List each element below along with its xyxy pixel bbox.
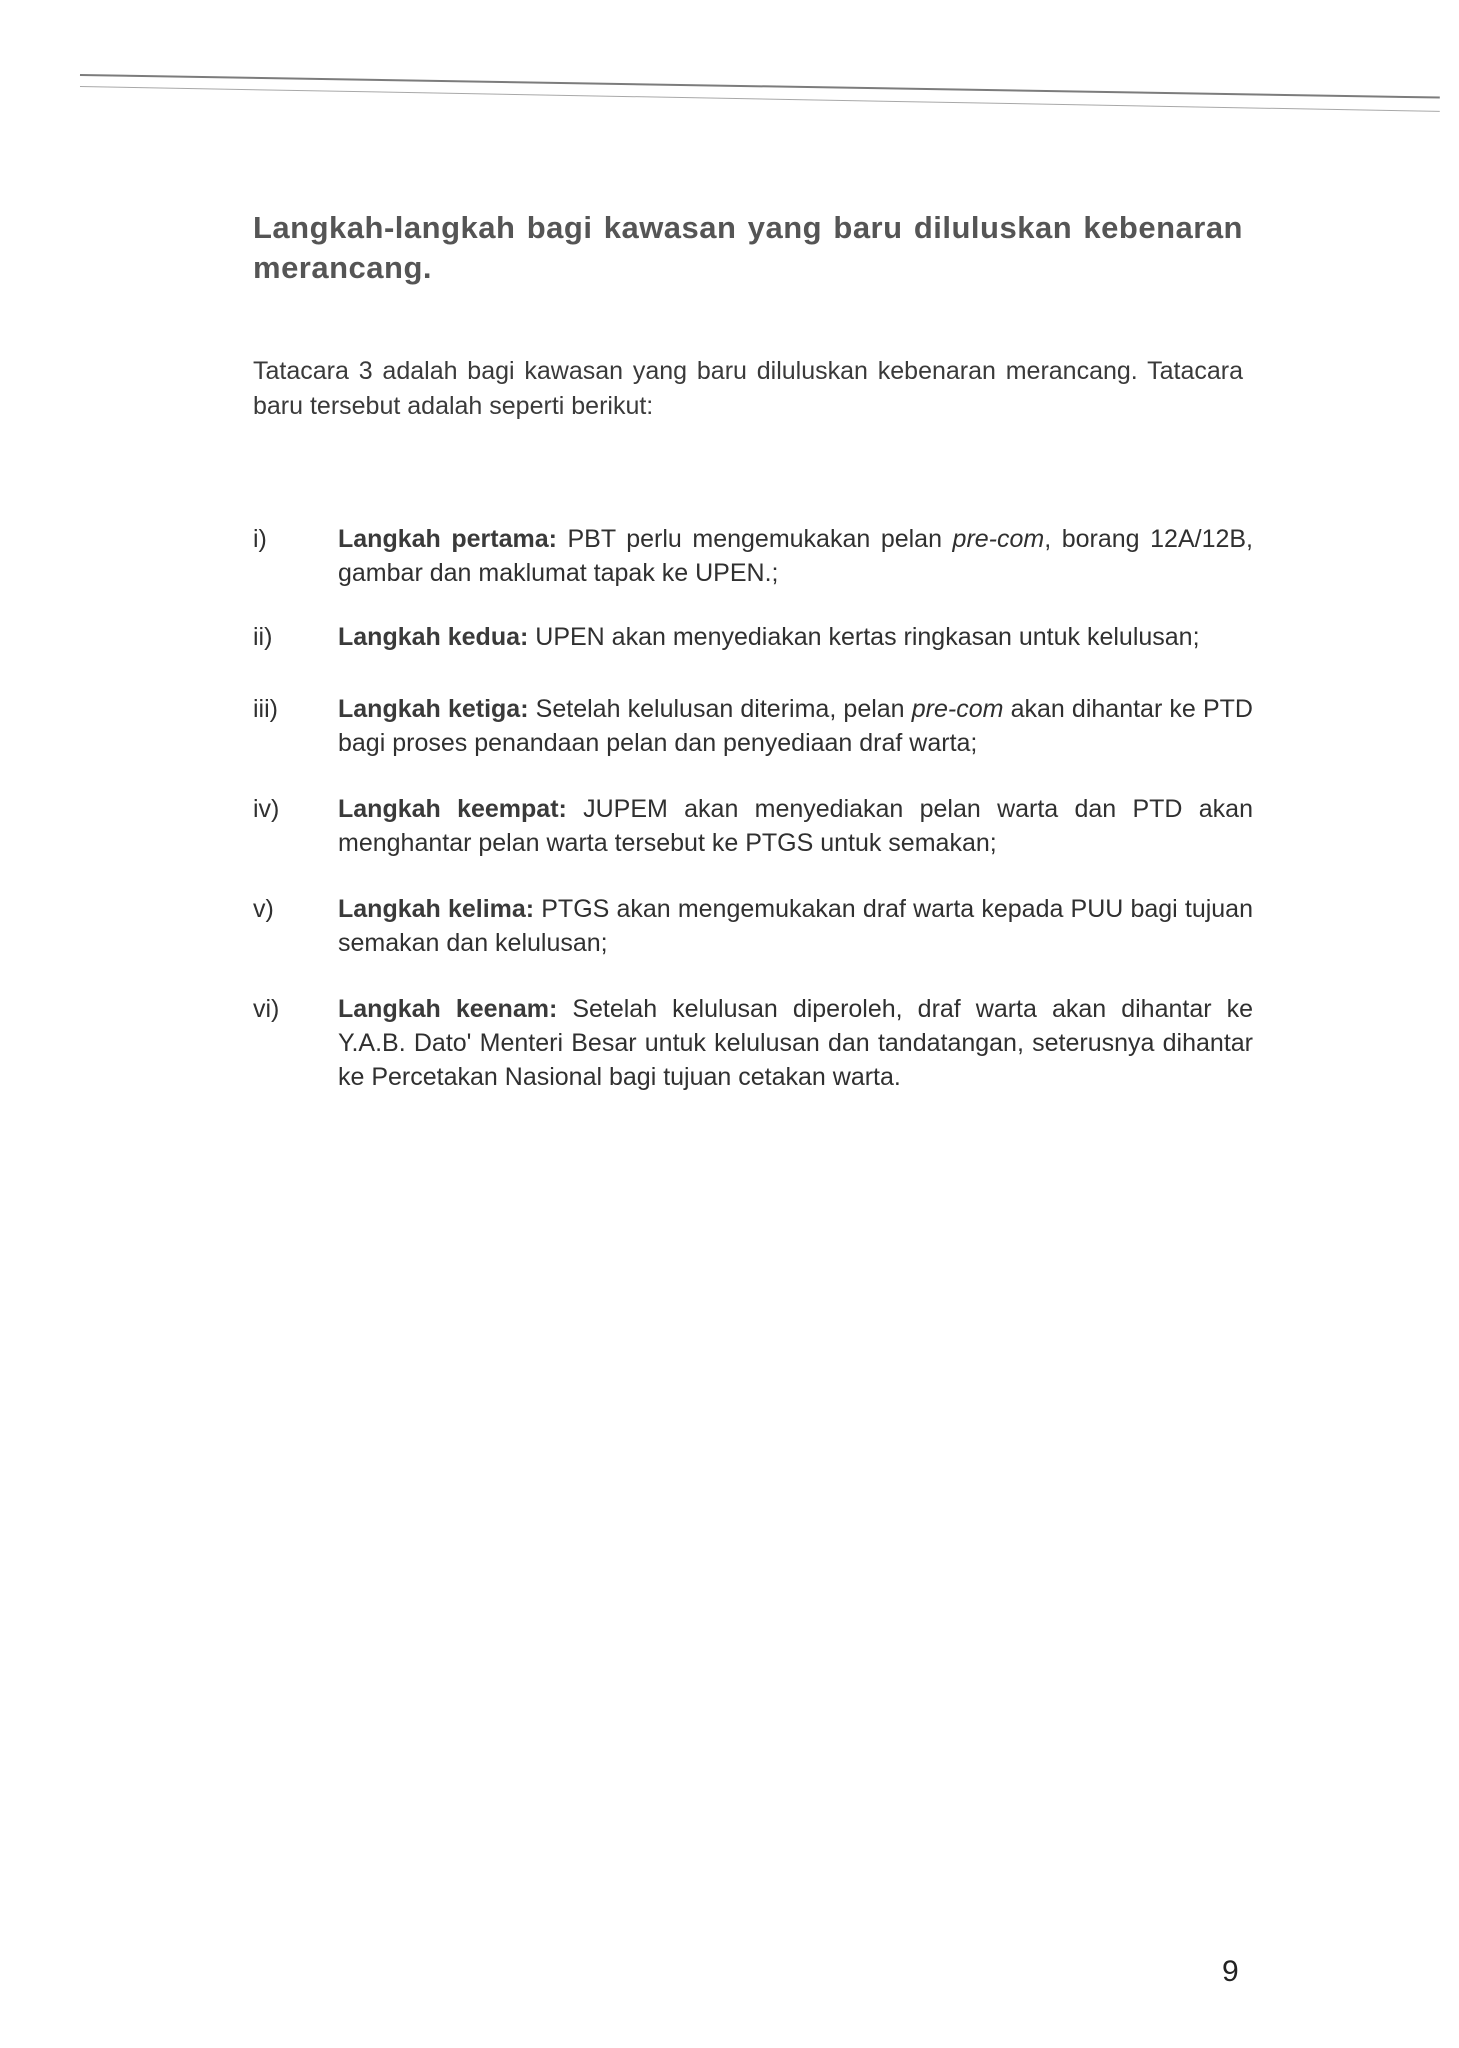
step-text: Setelah kelulusan diterima, pelan	[528, 695, 912, 723]
step-lead: Langkah kelima:	[338, 895, 535, 923]
step-text: PBT perlu mengemukakan pelan	[556, 525, 953, 553]
step-item	[253, 522, 1253, 590]
step-italic-term: pre-com	[952, 525, 1045, 553]
step-lead: Langkah pertama:	[338, 525, 557, 553]
section-heading: Langkah-langkah bagi kawasan yang baru diluluskan kebenaran merancang.	[253, 210, 1243, 285]
step-number: ii)	[253, 623, 273, 651]
step-text: PTGS akan mengemukakan draf warta kepada PUU bagi tujuan semakan dan kelulusan;	[338, 895, 1253, 957]
step-text: JUPEM akan menyediakan pelan warta dan PTD akan menghantar pelan warta tersebut ke PTGS untuk semakan;	[338, 795, 1253, 857]
step-text-end: akan dihantar ke PTD bagi proses penandaan pelan dan penyediaan draf warta;	[338, 695, 1253, 757]
step-lead: Langkah keempat:	[338, 795, 567, 823]
step-lead: Langkah kedua:	[338, 623, 529, 651]
page-number: 9	[1222, 1955, 1239, 1988]
step-number: v)	[253, 895, 274, 923]
step-italic-term: pre-com	[911, 695, 1004, 723]
scan-edge-line	[80, 74, 1440, 99]
step-item	[253, 892, 1253, 960]
step-text-end: , borang 12A/12B, gambar dan maklumat tapak ke UPEN.;	[338, 525, 1253, 587]
intro-paragraph: Tatacara 3 adalah bagi kawasan yang baru diluluskan kebenaran merancang. Tatacara baru tersebut adalah seperti berikut:	[253, 357, 1243, 420]
step-lead: Langkah ketiga:	[338, 695, 529, 723]
step-lead: Langkah keenam:	[338, 995, 558, 1023]
step-number: vi)	[253, 995, 280, 1023]
step-item	[253, 992, 1253, 1094]
step-item	[253, 620, 1253, 654]
step-number: iv)	[253, 795, 280, 823]
step-text: UPEN akan menyediakan kertas ringkasan untuk kelulusan;	[528, 623, 1200, 651]
scan-edge-line-secondary	[80, 86, 1440, 112]
step-number: iii)	[253, 695, 278, 723]
step-text: Setelah kelulusan diperoleh, draf warta akan dihantar ke Y.A.B. Dato' Menteri Besar untuk kelulusan dan tandatangan, seterusnya dihantar ke Percetakan Nasional bagi tujuan cetakan warta.	[338, 995, 1253, 1091]
step-item	[253, 792, 1253, 860]
steps-list	[253, 522, 1253, 1094]
step-item	[253, 692, 1253, 760]
step-number: i)	[253, 525, 267, 553]
